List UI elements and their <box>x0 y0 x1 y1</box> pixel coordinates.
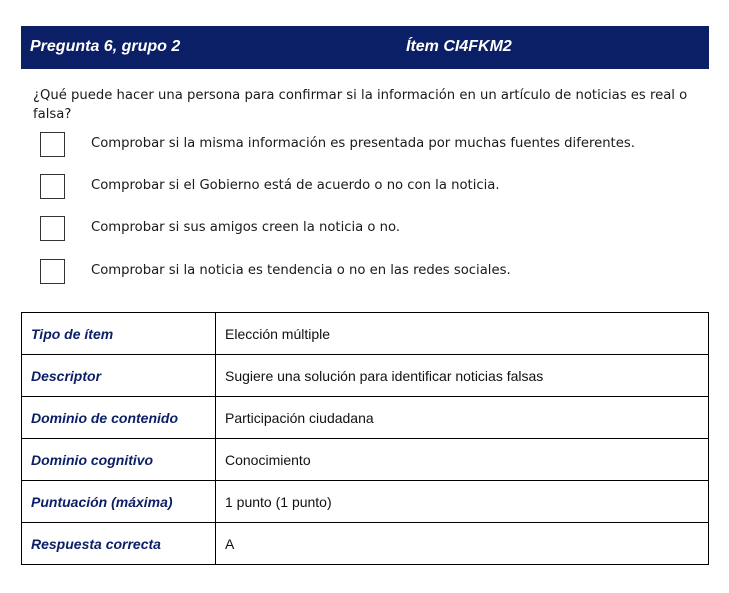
row-key: Dominio cognitivo <box>22 439 216 481</box>
table-row <box>22 397 709 439</box>
option-label: Comprobar si sus amigos creen la noticia o no. <box>91 220 401 235</box>
row-value: 1 punto (1 punto) <box>216 481 709 523</box>
row-key: Dominio de contenido <box>22 397 216 439</box>
item-header <box>21 26 709 69</box>
row-value: Sugiere una solución para identificar noticias falsas <box>216 355 709 397</box>
row-value: Elección múltiple <box>216 313 709 355</box>
row-value: A <box>216 523 709 565</box>
item-metadata-table <box>21 312 709 565</box>
item-code-label: Ítem CI4FKM2 <box>406 38 512 55</box>
option-label: Comprobar si el Gobierno está de acuerdo o no con la noticia. <box>91 178 500 193</box>
answer-option-c <box>40 216 700 244</box>
checkbox[interactable] <box>40 259 65 284</box>
checkbox[interactable] <box>40 216 65 241</box>
row-key: Descriptor <box>22 355 216 397</box>
checkbox[interactable] <box>40 132 65 157</box>
question-group-label: Pregunta 6, grupo 2 <box>30 38 181 55</box>
row-value: Participación ciudadana <box>216 397 709 439</box>
row-key: Puntuación (máxima) <box>22 481 216 523</box>
question-text: ¿Qué puede hacer una persona para confirmar si la información en un artículo de noticias es real o falsa? <box>33 88 688 122</box>
table-row <box>22 481 709 523</box>
table-row <box>22 313 709 355</box>
option-label: Comprobar si la noticia es tendencia o no en las redes sociales. <box>91 263 511 278</box>
row-value: Conocimiento <box>216 439 709 481</box>
answer-option-b <box>40 174 700 202</box>
checkbox[interactable] <box>40 174 65 199</box>
row-key: Tipo de ítem <box>22 313 216 355</box>
row-key: Respuesta correcta <box>22 523 216 565</box>
table-row <box>22 439 709 481</box>
table-row <box>22 523 709 565</box>
answer-option-a <box>40 132 700 160</box>
answer-option-d <box>40 259 700 287</box>
table-row <box>22 355 709 397</box>
option-label: Comprobar si la misma información es presentada por muchas fuentes diferentes. <box>91 136 635 151</box>
